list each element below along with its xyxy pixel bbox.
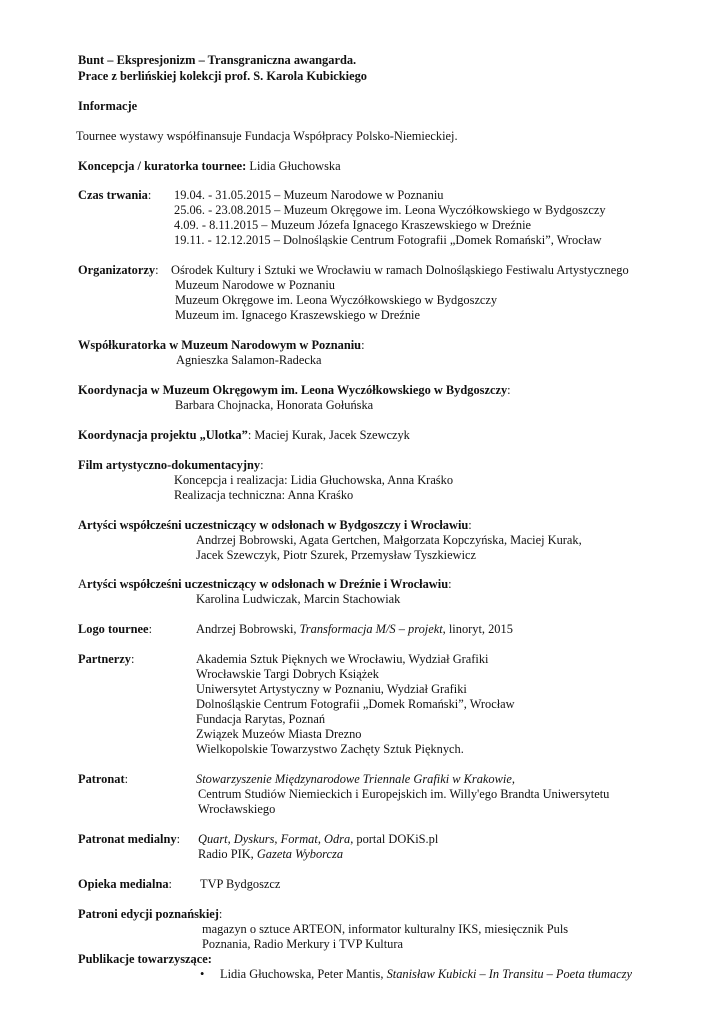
organizer-item: Muzeum Okręgowe im. Leona Wyczółkowskiego w Bydgoszczy bbox=[175, 293, 498, 307]
cocurator-value: Agnieszka Salamon-Radecka bbox=[176, 353, 322, 367]
partners-label: Partnerzy: bbox=[78, 652, 135, 666]
logo-label: Logo tournee: bbox=[78, 622, 153, 636]
bullet-icon: • bbox=[200, 967, 205, 981]
publications-label: Publikacje towarzyszące: bbox=[78, 952, 212, 966]
organizer-item: Ośrodek Kultury i Sztuki we Wrocławiu w ramach Dolnośląskiego Festiwalu Artystycznego bbox=[171, 263, 629, 277]
partner-item: Wielkopolskie Towarzystwo Zachęty Sztuk Pięknych. bbox=[196, 742, 464, 756]
coordination-bydgoszcz-label: Koordynacja w Muzeum Okręgowym im. Leona Wyczółkowskiego w Bydgoszczy: bbox=[78, 383, 511, 397]
concept-row bbox=[78, 159, 341, 174]
artists-bw-label: Artyści współcześni uczestniczący w odsłonach w Bydgoszczy i Wrocławiu: bbox=[78, 518, 472, 532]
poznan-patrons-label: Patroni edycji poznańskiej: bbox=[78, 907, 223, 921]
organizer-item: Muzeum Narodowe w Poznaniu bbox=[175, 278, 336, 292]
duration-item: 19.04. - 31.05.2015 – Muzeum Narodowe w Poznaniu bbox=[174, 188, 444, 202]
cocurator-label: Współkuratorka w Muzeum Narodowym w Poznaniu: bbox=[78, 338, 365, 352]
organizers-label: Organizatorzy: bbox=[78, 263, 159, 277]
publication-item: • Lidia Głuchowska, Peter Mantis, Stanisław Kubicki – In Transitu – Poeta tłumaczy bbox=[200, 967, 632, 981]
film-label: Film artystyczno-dokumentacyjny: bbox=[78, 458, 264, 472]
concept-value: Lidia Głuchowska bbox=[246, 159, 341, 173]
artists-dw-label: Artyści współcześni uczestniczący w odsłonach w Dreźnie i Wrocławiu: bbox=[78, 577, 452, 591]
partner-item: Związek Muzeów Miasta Drezno bbox=[196, 727, 362, 741]
duration-label: Czas trwania: bbox=[78, 188, 152, 202]
duration-item: 4.09. - 8.11.2015 – Muzeum Józefa Ignacego Kraszewskiego w Dreźnie bbox=[174, 218, 532, 232]
duration-item: 19.11. - 12.12.2015 – Dolnośląskie Centrum Fotografii „Domek Romański”, Wrocław bbox=[174, 233, 602, 247]
organizer-item: Muzeum im. Ignacego Kraszewskiego w Dreźnie bbox=[175, 308, 420, 322]
artists-dw-value: Karolina Ludwiczak, Marcin Stachowiak bbox=[196, 592, 401, 606]
film-item: Realizacja techniczna: Anna Kraśko bbox=[174, 488, 354, 502]
poznan-patron-item: Poznania, Radio Merkury i TVP Kultura bbox=[202, 937, 403, 951]
coordination-ulotka-value: : Maciej Kurak, Jacek Szewczyk bbox=[247, 428, 410, 442]
media-patronage-line2: Radio PIK, Gazeta Wyborcza bbox=[198, 847, 344, 861]
coordination-ulotka-label: Koordynacja projektu „Ulotka” bbox=[78, 428, 248, 442]
coordination-bydgoszcz-value: Barbara Chojnacka, Honorata Gołuńska bbox=[175, 398, 374, 412]
partner-item: Fundacja Rarytas, Poznań bbox=[196, 712, 326, 726]
patronage-item: Stowarzyszenie Międzynarodowe Triennale Grafiki w Krakowie, bbox=[196, 772, 515, 786]
artists-bw-item: Jacek Szewczyk, Piotr Szurek, Przemysław Tyszkiewicz bbox=[196, 548, 477, 562]
patronage-label: Patronat: bbox=[78, 772, 129, 786]
info-heading: Informacje bbox=[78, 99, 138, 113]
artists-bw-item: Andrzej Bobrowski, Agata Gertchen, Małgorzata Kopczyńska, Maciej Kurak, bbox=[196, 533, 582, 547]
partner-item: Akademia Sztuk Pięknych we Wrocławiu, Wydział Grafiki bbox=[196, 652, 489, 666]
coordination-ulotka-row bbox=[78, 428, 410, 443]
media-patronage-label: Patronat medialny: bbox=[78, 832, 181, 846]
film-item: Koncepcja i realizacja: Lidia Głuchowska, Anna Kraśko bbox=[174, 473, 454, 487]
media-patronage-line1: Quart, Dyskurs, Format, Odra, portal DOKiS.pl bbox=[198, 832, 439, 846]
partner-item: Dolnośląskie Centrum Fotografii „Domek Romański”, Wrocław bbox=[196, 697, 515, 711]
media-care-label: Opieka medialna: bbox=[78, 877, 172, 891]
document-title: Bunt – Ekspresjonizm – Transgraniczna awangarda. bbox=[78, 53, 357, 67]
patronage-item: Wrocławskiego bbox=[198, 802, 276, 816]
tour-note: Tournee wystawy współfinansuje Fundacja Współpracy Polsko-Niemieckiej. bbox=[76, 129, 458, 143]
partner-item: Wrocławskie Targi Dobrych Książek bbox=[196, 667, 379, 681]
document-subtitle: Prace z berlińskiej kolekcji prof. S. Karola Kubickiego bbox=[78, 69, 367, 83]
poznan-patron-item: magazyn o sztuce ARTEON, informator kulturalny IKS, miesięcznik Puls bbox=[202, 922, 569, 936]
patronage-item: Centrum Studiów Niemieckich i Europejskich im. Willy'ego Brandta Uniwersytetu bbox=[198, 787, 610, 801]
logo-value: Andrzej Bobrowski, Transformacja M/S – projekt, linoryt, 2015 bbox=[196, 622, 513, 636]
media-care-value: TVP Bydgoszcz bbox=[200, 877, 281, 891]
partner-item: Uniwersytet Artystyczny w Poznaniu, Wydział Grafiki bbox=[196, 682, 467, 696]
duration-item: 25.06. - 23.08.2015 – Muzeum Okręgowe im. Leona Wyczółkowskiego w Bydgoszczy bbox=[174, 203, 606, 217]
concept-label: Koncepcja / kuratorka tournee: bbox=[78, 159, 247, 173]
